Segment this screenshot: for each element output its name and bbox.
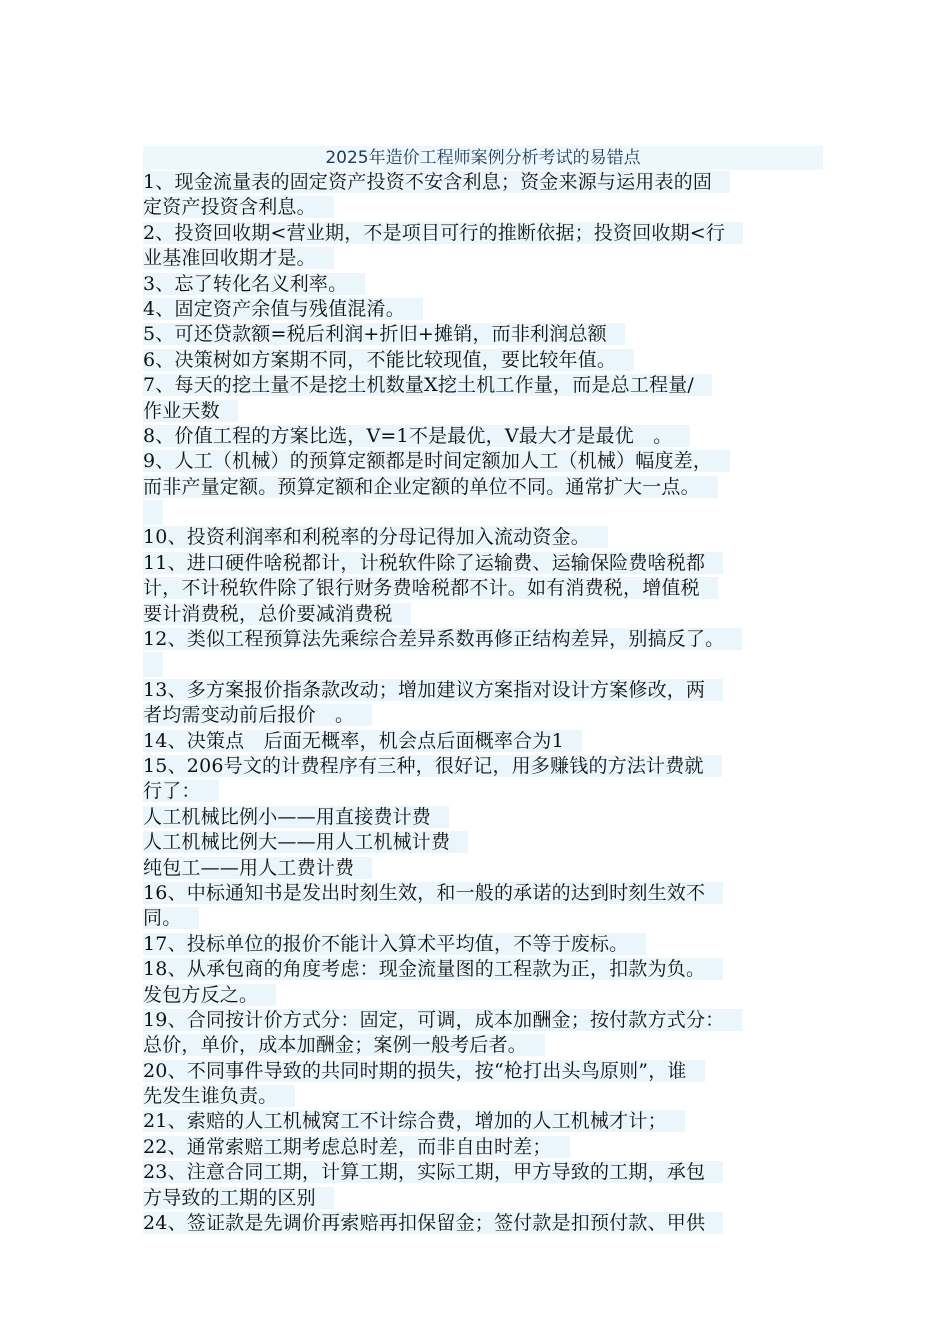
text-line — [143, 729, 823, 754]
document-title: 2025年造价工程师案例分析考试的易错点 — [143, 146, 823, 170]
document-body — [143, 146, 823, 1236]
text-line — [143, 932, 823, 957]
text-line — [143, 399, 823, 424]
text-line — [143, 830, 823, 855]
text-line-content: 17、投标单位的报价不能计入算术平均值，不等于废标。 — [143, 933, 646, 955]
text-line-content — [143, 500, 163, 525]
text-line-content: 业基准回收期才是。 — [143, 247, 334, 269]
text-line-content: 18、从承包商的角度考虑：现金流量图的工程款为正，扣款为负。 — [143, 958, 723, 980]
text-line-content: 纯包工——用人工费计费 — [143, 857, 372, 879]
text-line-content: 9、人工（机械）的预算定额都是时间定额加人工（机械）幅度差， — [143, 450, 730, 472]
text-line-content: 方导致的工期的区别 — [143, 1187, 334, 1209]
text-line-content: 要计消费税，总价要减消费税 — [143, 603, 411, 625]
text-line — [143, 957, 823, 982]
text-line — [143, 297, 823, 322]
text-line — [143, 1008, 823, 1033]
text-line-content: 者均需变动前后报价 。 — [143, 704, 372, 726]
text-line-content: 13、多方案报价指条款改动；增加建议方案指对设计方案修改，两 — [143, 679, 723, 701]
text-line — [143, 1135, 823, 1160]
text-line — [143, 322, 823, 347]
text-line-content: 20、不同事件导致的共同时期的损失，按“枪打出头鸟原则”，谁 — [143, 1060, 705, 1082]
text-line — [143, 195, 823, 220]
text-line-content: 6、决策树如方案期不同，不能比较现值，要比较年值。 — [143, 349, 634, 371]
text-line — [143, 779, 823, 804]
text-line — [143, 1186, 823, 1211]
text-line — [143, 525, 823, 550]
text-line-content: 24、签证款是先调价再索赔再扣保留金；签付款是扣预付款、甲供 — [143, 1212, 723, 1234]
text-line — [143, 576, 823, 601]
text-line-content: 总价，单价，成本加酬金；案例一般考后者。 — [143, 1034, 545, 1056]
text-line-content: 16、中标通知书是发出时刻生效，和一般的承诺的达到时刻生效不 — [143, 882, 723, 904]
text-line-content: 4、固定资产余值与残值混淆。 — [143, 298, 423, 320]
text-line — [143, 272, 823, 297]
text-line — [143, 881, 823, 906]
text-line — [143, 1084, 823, 1109]
text-line — [143, 246, 823, 271]
text-line — [143, 221, 823, 246]
text-line-content: 2、投资回收期<营业期，不是项目可行的推断依据；投资回收期<行 — [143, 222, 743, 244]
text-line — [143, 1160, 823, 1185]
text-line-content: 行了： — [143, 780, 219, 802]
text-line-content: 7、每天的挖土量不是挖土机数量X挖土机工作量，而是总工程量/ — [143, 374, 712, 396]
text-line — [143, 652, 823, 677]
text-line-content: 3、忘了转化名义利率。 — [143, 273, 365, 295]
text-line — [143, 551, 823, 576]
text-line — [143, 678, 823, 703]
document-text — [143, 170, 823, 1236]
text-line-content: 计，不计税软件除了银行财务费啥税都不计。如有消费税，增值税 — [143, 577, 718, 599]
text-line-content: 先发生谁负责。 — [143, 1085, 295, 1107]
text-line-content: 人工机械比例小——用直接费计费 — [143, 806, 449, 828]
text-line — [143, 170, 823, 195]
text-line — [143, 1033, 823, 1058]
text-line-content: 10、投资利润率和利税率的分母记得加入流动资金。 — [143, 526, 608, 548]
text-line-content: 22、通常索赔工期考虑总时差，而非自由时差； — [143, 1136, 570, 1158]
text-line — [143, 703, 823, 728]
text-line-content: 19、合同按计价方式分：固定，可调，成本加酬金；按付款方式分： — [143, 1009, 742, 1031]
text-line — [143, 348, 823, 373]
text-line — [143, 805, 823, 830]
text-line — [143, 475, 823, 500]
text-line — [143, 449, 823, 474]
text-line-content: 21、索赔的人工机械窝工不计综合费，增加的人工机械才计； — [143, 1110, 685, 1132]
text-line-content: 5、可还贷款额=税后利润+折旧+摊销，而非利润总额 — [143, 323, 625, 345]
text-line — [143, 627, 823, 652]
text-line-content: 发包方反之。 — [143, 984, 276, 1006]
text-line — [143, 602, 823, 627]
text-line-content: 而非产量定额。预算定额和企业定额的单位不同。通常扩大一点。 — [143, 476, 718, 498]
text-line — [143, 983, 823, 1008]
text-line — [143, 373, 823, 398]
text-line-content: 同。 — [143, 907, 199, 929]
text-line-content: 23、注意合同工期，计算工期，实际工期，甲方导致的工期，承包 — [143, 1161, 723, 1183]
text-line — [143, 1059, 823, 1084]
text-line-content: 作业天数 — [143, 400, 238, 422]
text-line-content: 14、决策点 后面无概率，机会点后面概率合为1 — [143, 730, 582, 752]
text-line — [143, 906, 823, 931]
text-line — [143, 754, 823, 779]
text-line-content: 11、进口硬件啥税都计，计税软件除了运输费、运输保险费啥税都 — [143, 552, 723, 574]
text-line-content: 12、类似工程预算法先乘综合差异系数再修正结构差异，别搞反了。 — [143, 628, 742, 650]
text-line-content: 定资产投资含利息。 — [143, 196, 334, 218]
text-line-content: 人工机械比例大——用人工机械计费 — [143, 831, 468, 853]
text-line — [143, 424, 823, 449]
text-line — [143, 500, 823, 525]
text-line-content: 8、价值工程的方案比选，V=1不是最优，V最大才是最优 。 — [143, 425, 690, 447]
text-line-content: 1、现金流量表的固定资产投资不安含利息；资金来源与运用表的固 — [143, 171, 730, 193]
text-line — [143, 1211, 823, 1236]
text-line — [143, 856, 823, 881]
text-line — [143, 1109, 823, 1134]
text-line-content — [143, 652, 163, 677]
text-line-content: 15、206号文的计费程序有三种，很好记，用多赚钱的方法计费就 — [143, 755, 722, 777]
